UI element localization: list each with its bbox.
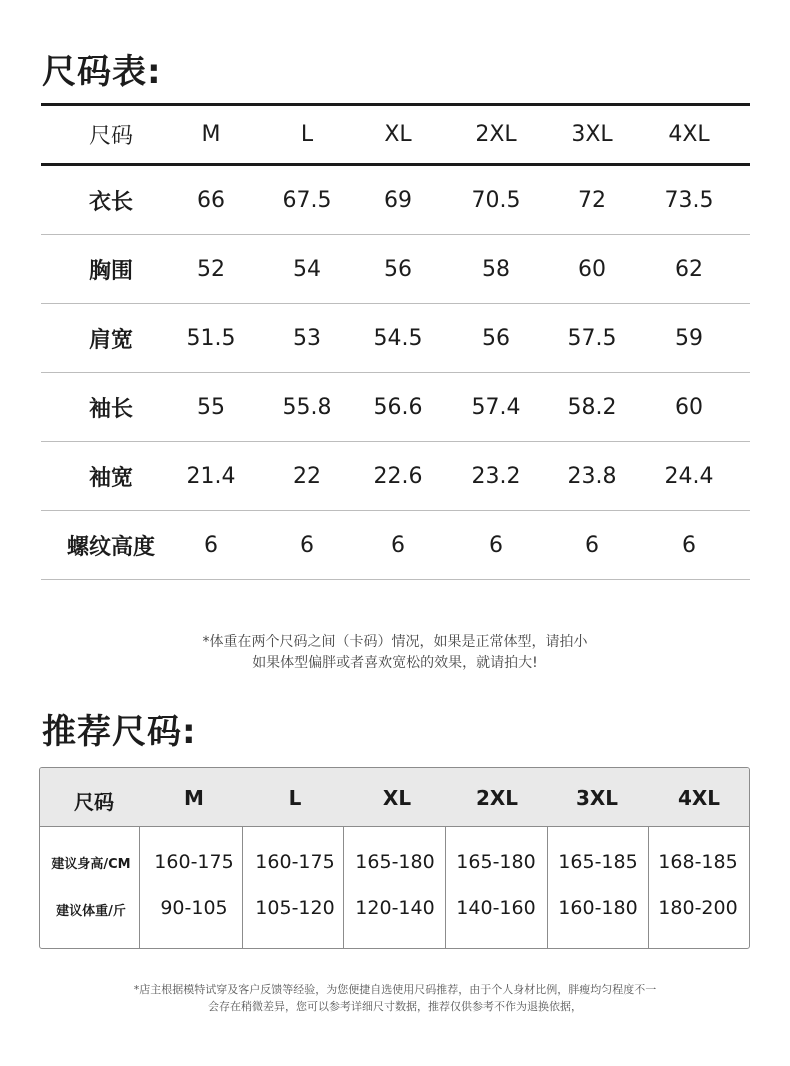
table-cell: 56.6 bbox=[373, 394, 423, 420]
header-cell: 3XL bbox=[571, 122, 613, 147]
recommend-title: 推荐尺码: bbox=[42, 712, 197, 752]
table-cell: 69 bbox=[384, 187, 412, 213]
row-label: 螺纹高度 bbox=[66, 534, 156, 560]
header-cell: XL bbox=[382, 786, 412, 810]
table-cell: 165-180 bbox=[456, 851, 536, 873]
divider bbox=[139, 827, 140, 948]
table-cell: 180-200 bbox=[658, 897, 738, 919]
table-cell: 58 bbox=[482, 256, 510, 282]
table-cell: 56 bbox=[482, 325, 510, 351]
table-cell: 57.4 bbox=[471, 394, 521, 420]
header-cell: 尺码 bbox=[88, 124, 134, 149]
divider bbox=[648, 827, 649, 948]
table-cell: 66 bbox=[197, 187, 225, 213]
table-cell: 23.8 bbox=[567, 463, 617, 489]
table-cell: 58.2 bbox=[567, 394, 617, 420]
row-label: 建议体重/斤 bbox=[56, 904, 126, 919]
note-line: *体重在两个尺码之间（卡码）情况，如果是正常体型，请拍小 bbox=[202, 634, 588, 650]
header-cell: L bbox=[288, 786, 302, 810]
table-cell: 54 bbox=[293, 256, 321, 282]
header-cell: L bbox=[300, 122, 314, 147]
table-cell: 6 bbox=[391, 532, 405, 558]
recommend-body bbox=[40, 827, 749, 948]
row-label: 衣长 bbox=[88, 189, 134, 215]
table-cell: 105-120 bbox=[255, 897, 335, 919]
row-label: 袖长 bbox=[88, 396, 134, 422]
table-cell: 57.5 bbox=[567, 325, 617, 351]
header-cell: 4XL bbox=[668, 122, 710, 147]
table-cell: 165-180 bbox=[355, 851, 435, 873]
header-cell: 3XL bbox=[575, 786, 619, 810]
table-cell: 52 bbox=[197, 256, 225, 282]
recommend-note bbox=[0, 981, 790, 1015]
table-cell: 55 bbox=[197, 394, 225, 420]
table-row bbox=[41, 442, 750, 511]
row-label: 建议身高/CM bbox=[51, 857, 131, 872]
table-cell: 53 bbox=[293, 325, 321, 351]
table-cell: 60 bbox=[578, 256, 606, 282]
header-cell: 2XL bbox=[475, 122, 517, 147]
table-cell: 21.4 bbox=[186, 463, 236, 489]
table-cell: 23.2 bbox=[471, 463, 521, 489]
size-chart-header-row bbox=[41, 103, 750, 166]
table-cell: 56 bbox=[384, 256, 412, 282]
table-cell: 72 bbox=[578, 187, 606, 213]
table-cell: 160-175 bbox=[154, 851, 234, 873]
row-label: 胸围 bbox=[88, 258, 134, 284]
table-cell: 70.5 bbox=[471, 187, 521, 213]
table-row bbox=[41, 373, 750, 442]
table-cell: 6 bbox=[682, 532, 696, 558]
divider bbox=[343, 827, 344, 948]
size-chart-title: 尺码表: bbox=[42, 52, 162, 92]
table-cell: 62 bbox=[675, 256, 703, 282]
table-cell: 55.8 bbox=[282, 394, 332, 420]
row-label: 肩宽 bbox=[88, 327, 134, 353]
table-cell: 51.5 bbox=[186, 325, 236, 351]
table-cell: 59 bbox=[675, 325, 703, 351]
divider bbox=[547, 827, 548, 948]
table-cell: 54.5 bbox=[373, 325, 423, 351]
recommend-table bbox=[39, 767, 750, 949]
table-cell: 24.4 bbox=[664, 463, 714, 489]
table-cell: 6 bbox=[204, 532, 218, 558]
table-row bbox=[41, 235, 750, 304]
divider bbox=[445, 827, 446, 948]
table-row bbox=[41, 166, 750, 235]
header-cell: M bbox=[184, 786, 204, 810]
size-chart-table bbox=[41, 103, 750, 580]
header-cell: 尺码 bbox=[74, 790, 114, 814]
table-cell: 73.5 bbox=[664, 187, 714, 213]
table-cell: 140-160 bbox=[456, 897, 536, 919]
header-cell: XL bbox=[384, 122, 412, 147]
table-cell: 6 bbox=[585, 532, 599, 558]
table-cell: 165-185 bbox=[558, 851, 638, 873]
table-cell: 160-175 bbox=[255, 851, 335, 873]
table-cell: 22.6 bbox=[373, 463, 423, 489]
divider bbox=[242, 827, 243, 948]
table-cell: 6 bbox=[300, 532, 314, 558]
header-cell: 4XL bbox=[677, 786, 721, 810]
recommend-header-row bbox=[40, 768, 749, 827]
table-row bbox=[41, 511, 750, 580]
table-cell: 160-180 bbox=[558, 897, 638, 919]
table-cell: 90-105 bbox=[160, 897, 228, 919]
table-cell: 67.5 bbox=[282, 187, 332, 213]
table-cell: 120-140 bbox=[355, 897, 435, 919]
row-label: 袖宽 bbox=[88, 465, 134, 491]
table-cell: 60 bbox=[675, 394, 703, 420]
table-cell: 168-185 bbox=[658, 851, 738, 873]
size-chart-note bbox=[0, 632, 790, 674]
note-line: 会存在稍微差异，您可以参考详细尺寸数据，推荐仅供参考不作为退换依据， bbox=[208, 1000, 582, 1013]
note-line: 如果体型偏胖或者喜欢宽松的效果，就请拍大! bbox=[252, 655, 538, 671]
table-cell: 6 bbox=[489, 532, 503, 558]
header-cell: M bbox=[201, 122, 221, 147]
header-cell: 2XL bbox=[475, 786, 519, 810]
table-row bbox=[41, 304, 750, 373]
table-cell: 22 bbox=[293, 463, 321, 489]
note-line: *店主根据模特试穿及客户反馈等经验，为您便捷自选使用尺码推荐，由于个人身材比例，胖瘦均匀程度不一 bbox=[133, 983, 657, 996]
